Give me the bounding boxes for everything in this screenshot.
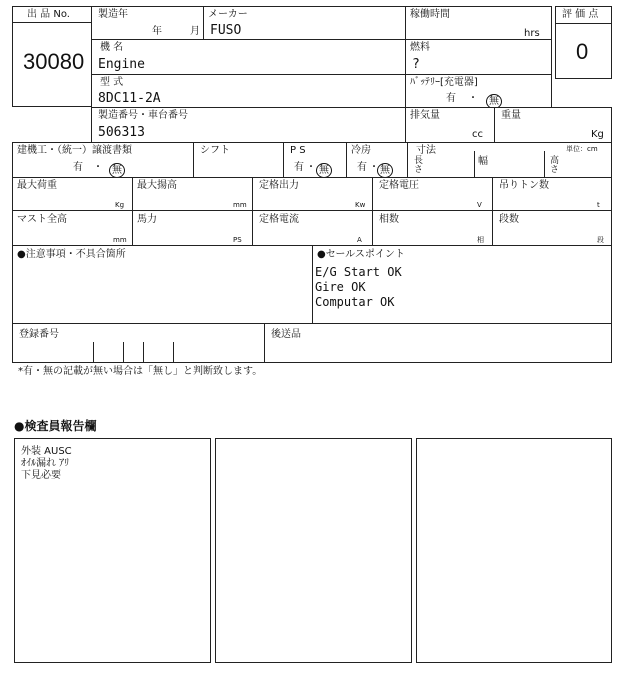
max-load-cell xyxy=(12,177,133,211)
cooler-yes: 有 xyxy=(357,162,367,173)
battery-yes: 有 xyxy=(446,93,456,104)
ps-cell xyxy=(283,142,347,178)
dimensions-unit: 単位：cm xyxy=(566,145,598,153)
lot-number-value: 30080 xyxy=(23,49,85,74)
shift-cell xyxy=(193,142,284,178)
rated-output-unit: Kw xyxy=(355,201,366,209)
rating-cell xyxy=(555,6,612,79)
phase-unit: 相 xyxy=(477,236,484,244)
rating-label: 評 価 点 xyxy=(562,9,599,20)
cooler-label: 冷房 xyxy=(351,145,371,156)
lot-number-label: 出 品 No. xyxy=(27,9,70,20)
footnote: *有・無の記載が無い場合は「無し」と判断致します。 xyxy=(18,366,263,377)
crane-tonnage-cell xyxy=(492,177,612,211)
cooler-cell xyxy=(346,142,408,178)
inspector-title: ●検査員報告欄 xyxy=(14,419,97,433)
dimensions-cell xyxy=(407,142,612,178)
weight-cell xyxy=(494,107,612,143)
ps-label: P S xyxy=(290,145,306,156)
max-lift-cell xyxy=(132,177,253,211)
rated-current-unit: A xyxy=(357,236,362,244)
maker-value: FUSO xyxy=(210,23,242,38)
rated-current-cell xyxy=(252,210,373,246)
documents-yes: 有 xyxy=(73,162,83,173)
model-name-value: Engine xyxy=(98,57,145,72)
mast-height-cell xyxy=(12,210,133,246)
length-label: 長さ xyxy=(412,155,422,173)
caution-label: ●注意事項・不具合箇所 xyxy=(17,249,126,260)
mast-height-label: マスト全高 xyxy=(17,214,67,225)
documents-no: 無 xyxy=(109,160,125,178)
crane-tonnage-unit: t xyxy=(597,201,600,209)
cooler-dot: ・ xyxy=(369,162,379,173)
transport-label: 後送品 xyxy=(271,329,301,340)
battery-cell xyxy=(405,74,552,108)
year-cell xyxy=(91,6,204,40)
inspector-column-2 xyxy=(215,438,412,663)
height-label: 高さ xyxy=(548,155,558,173)
horsepower-cell xyxy=(132,210,253,246)
maker-cell xyxy=(203,6,406,40)
documents-cell xyxy=(12,142,194,178)
hours-unit: hrs xyxy=(524,28,540,39)
model-name-label: 機 名 xyxy=(100,42,124,53)
rated-output-label: 定格出力 xyxy=(259,180,299,191)
stage-label: 段数 xyxy=(499,214,519,225)
maker-label: メーカー xyxy=(208,9,248,20)
weight-label: 重量 xyxy=(501,110,521,121)
displacement-label: 排気量 xyxy=(410,110,440,121)
sales-line-2: Gire OK xyxy=(315,280,366,294)
sales-line-3: Computar OK xyxy=(315,295,395,309)
lot-number-value-cell xyxy=(12,22,92,107)
year-unit-year: 年 xyxy=(152,26,162,37)
sales-point-label: ●セールスポイント xyxy=(317,249,405,260)
documents-dot: ・ xyxy=(93,162,103,173)
dimensions-label: 寸法 xyxy=(416,145,436,156)
max-lift-unit: mm xyxy=(233,201,247,209)
cooler-no: 無 xyxy=(377,160,393,178)
inspector-line-1: 外装 AUSC xyxy=(21,446,72,457)
max-load-unit: Kg xyxy=(115,201,125,209)
sales-point-cell xyxy=(312,245,612,324)
serial-cell xyxy=(91,107,406,143)
stage-cell xyxy=(492,210,612,246)
rating-value: 0 xyxy=(576,39,589,64)
horsepower-label: 馬力 xyxy=(137,214,157,225)
battery-dot: ・ xyxy=(468,93,478,104)
max-lift-label: 最大揚高 xyxy=(137,180,177,191)
phase-cell xyxy=(372,210,493,246)
rated-voltage-cell xyxy=(372,177,493,211)
transport-cell xyxy=(264,323,612,363)
mast-height-unit: mm xyxy=(113,236,127,244)
battery-no: 無 xyxy=(486,91,502,109)
registration-cell xyxy=(12,323,265,363)
serial-value: 506313 xyxy=(98,125,145,140)
inspector-column-3 xyxy=(416,438,612,663)
fuel-value: ? xyxy=(412,57,420,72)
registration-label: 登録番号 xyxy=(19,329,59,340)
type-label: 型 式 xyxy=(100,77,124,88)
rated-current-label: 定格電流 xyxy=(259,214,299,225)
fuel-label: 燃料 xyxy=(410,42,430,53)
phase-label: 相数 xyxy=(379,214,399,225)
ps-dot: ・ xyxy=(306,162,316,173)
ps-yes: 有 xyxy=(294,162,304,173)
model-name-cell xyxy=(91,39,406,75)
battery-label: ﾊﾞｯﾃﾘｰ[充電器] xyxy=(410,77,478,88)
caution-cell xyxy=(12,245,313,324)
crane-tonnage-label: 吊りトン数 xyxy=(499,180,549,191)
horsepower-unit: PS xyxy=(233,236,242,244)
ps-no: 無 xyxy=(316,160,332,178)
displacement-cell xyxy=(405,107,495,143)
rated-voltage-unit: V xyxy=(477,201,482,209)
year-unit-month: 月 xyxy=(190,26,200,37)
type-value: 8DC11-2A xyxy=(98,91,161,106)
type-cell xyxy=(91,74,406,108)
inspector-column-1 xyxy=(14,438,211,663)
weight-unit: Kg xyxy=(591,129,604,140)
hours-cell xyxy=(405,6,552,40)
sales-line-1: E/G Start OK xyxy=(315,265,402,279)
fuel-cell xyxy=(405,39,552,75)
max-load-label: 最大荷重 xyxy=(17,180,57,191)
hours-label: 稼働時間 xyxy=(410,9,450,20)
displacement-unit: cc xyxy=(472,129,483,140)
inspector-line-2: ｵｲﾙ漏れ ｱﾘ xyxy=(21,458,70,469)
documents-label: 建機工・（統一）譲渡書類 xyxy=(17,145,132,156)
shift-label: シフト xyxy=(200,145,230,156)
year-label: 製造年 xyxy=(98,9,128,20)
lot-number-label-cell xyxy=(12,6,92,23)
serial-label: 製造番号・車台番号 xyxy=(98,110,188,121)
stage-unit: 段 xyxy=(597,236,604,244)
rated-voltage-label: 定格電圧 xyxy=(379,180,419,191)
inspector-line-3: 下見必要 xyxy=(21,470,61,481)
rated-output-cell xyxy=(252,177,373,211)
width-label: 幅 xyxy=(478,156,488,167)
